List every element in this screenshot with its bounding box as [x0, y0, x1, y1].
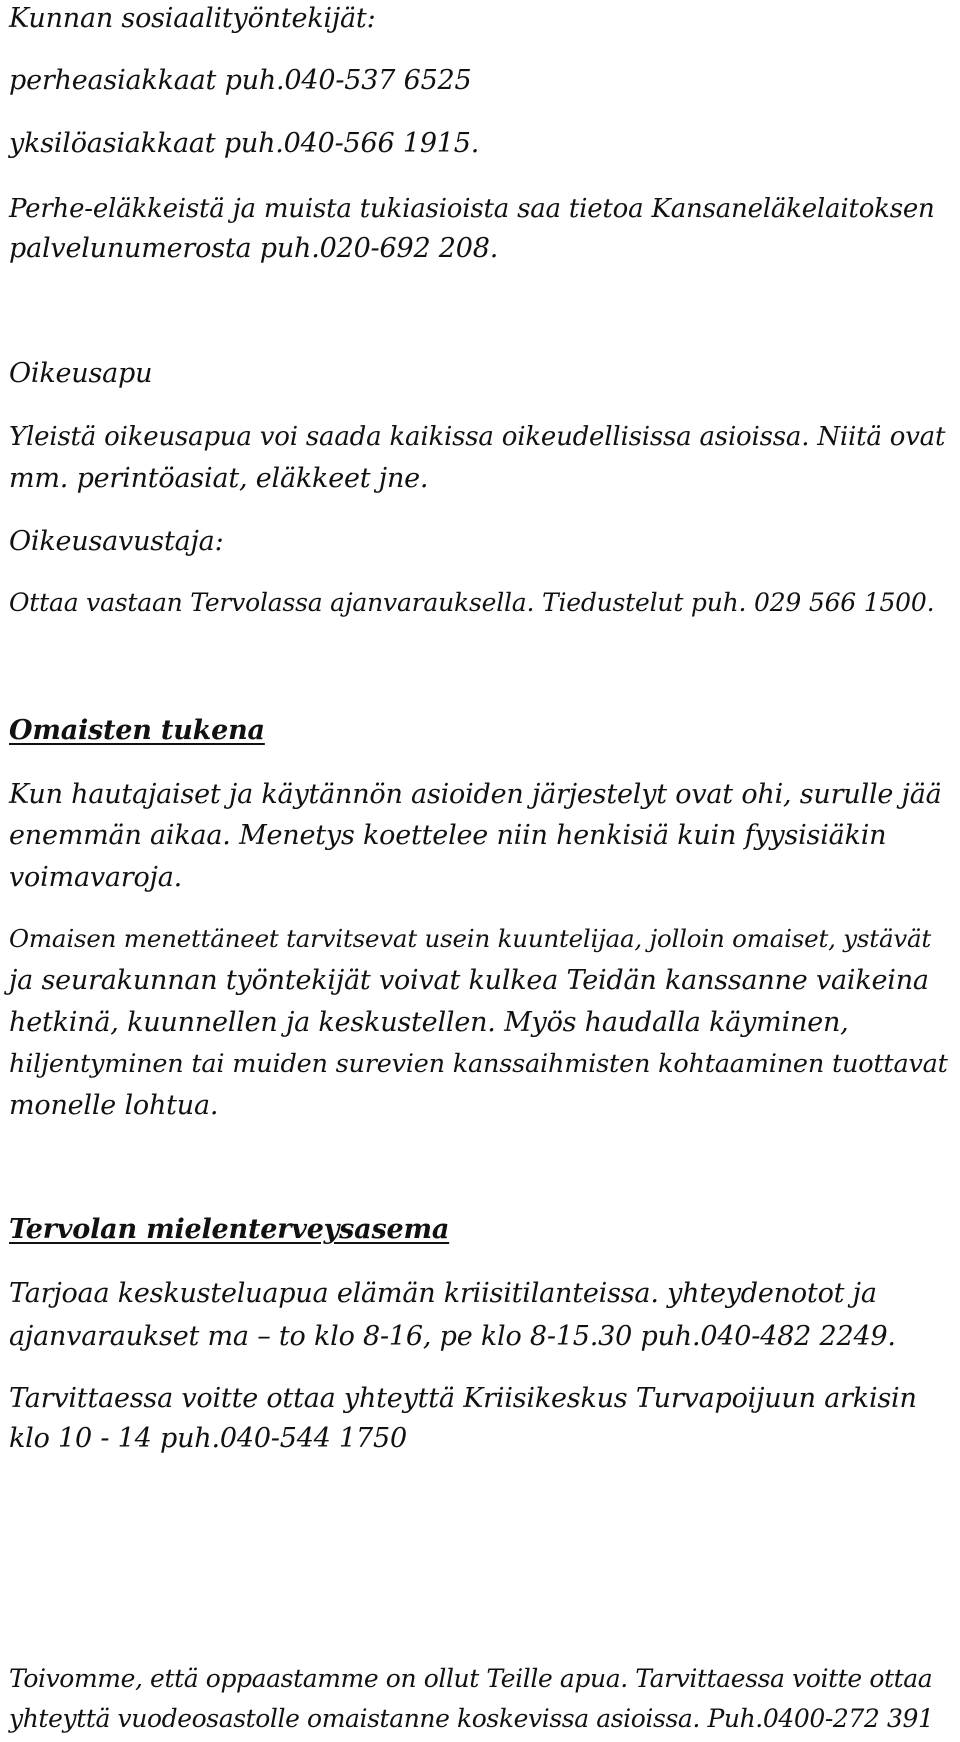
family-support-para2-line-3: hetkinä, kuunnellen ja keskustellen. Myös haudalla käyminen,	[9, 1007, 849, 1038]
mental-health-para2-line-2: klo 10 - 14 puh.040-544 1750	[9, 1423, 407, 1454]
mental-health-heading: Tervolan mielenterveysasema	[9, 1214, 450, 1245]
legal-assistant-label: Oikeusavustaja:	[9, 526, 224, 557]
legal-aid-heading: Oikeusapu	[9, 358, 153, 389]
pension-info-line-1: Perhe-eläkkeistä ja muista tukiasioista saa tietoa Kansaneläkelaitoksen	[9, 194, 935, 224]
family-support-heading: Omaisten tukena	[9, 715, 265, 746]
mental-health-para2-line-1: Tarvittaessa voitte ottaa yhteyttä Kriisikeskus Turvapoijuun arkisin	[9, 1383, 917, 1414]
individual-clients-phone: yksilöasiakkaat puh.040-566 1915.	[9, 128, 480, 159]
pension-info-line-2: palvelunumerosta puh.020-692 208.	[9, 233, 499, 264]
family-clients-phone: perheasiakkaat puh.040-537 6525	[9, 65, 472, 96]
legal-aid-text-line-1: Yleistä oikeusapua voi saada kaikissa oikeudellisissa asioissa. Niitä ovat	[9, 422, 946, 452]
closing-line-1: Toivomme, että oppaastamme on ollut Teille apua. Tarvittaessa voitte ottaa	[9, 1664, 933, 1693]
mental-health-para1-line-2: ajanvaraukset ma – to klo 8-16, pe klo 8-15.30 puh.040-482 2249.	[9, 1321, 896, 1352]
legal-aid-text-line-2: mm. perintöasiat, eläkkeet jne.	[9, 463, 429, 494]
family-support-para2-line-4: hiljentyminen tai muiden surevien kanssaihmisten kohtaaminen tuottavat	[9, 1049, 948, 1079]
legal-assistant-info: Ottaa vastaan Tervolassa ajanvarauksella. Tiedustelut puh. 029 566 1500.	[9, 588, 935, 617]
mental-health-para1-line-1: Tarjoaa keskusteluapua elämän kriisitilanteissa. yhteydenotot ja	[9, 1278, 877, 1309]
family-support-para2-line-2: ja seurakunnan työntekijät voivat kulkea Teidän kanssanne vaikeina	[9, 965, 929, 996]
family-support-para1-line-2: enemmän aikaa. Menetys koettelee niin henkisiä kuin fyysisiäkin	[9, 820, 887, 851]
social-workers-title: Kunnan sosiaalityöntekijät:	[9, 3, 376, 34]
family-support-para2-line-5: monelle lohtua.	[9, 1090, 219, 1121]
family-support-para1-line-3: voimavaroja.	[9, 862, 183, 893]
family-support-para2-line-1: Omaisen menettäneet tarvitsevat usein kuuntelijaa, jolloin omaiset, ystävät	[9, 924, 932, 953]
closing-line-2: yhteyttä vuodeosastolle omaistanne koskevissa asioissa. Puh.0400-272 391	[9, 1704, 934, 1733]
family-support-para1-line-1: Kun hautajaiset ja käytännön asioiden järjestelyt ovat ohi, surulle jää	[9, 779, 942, 810]
